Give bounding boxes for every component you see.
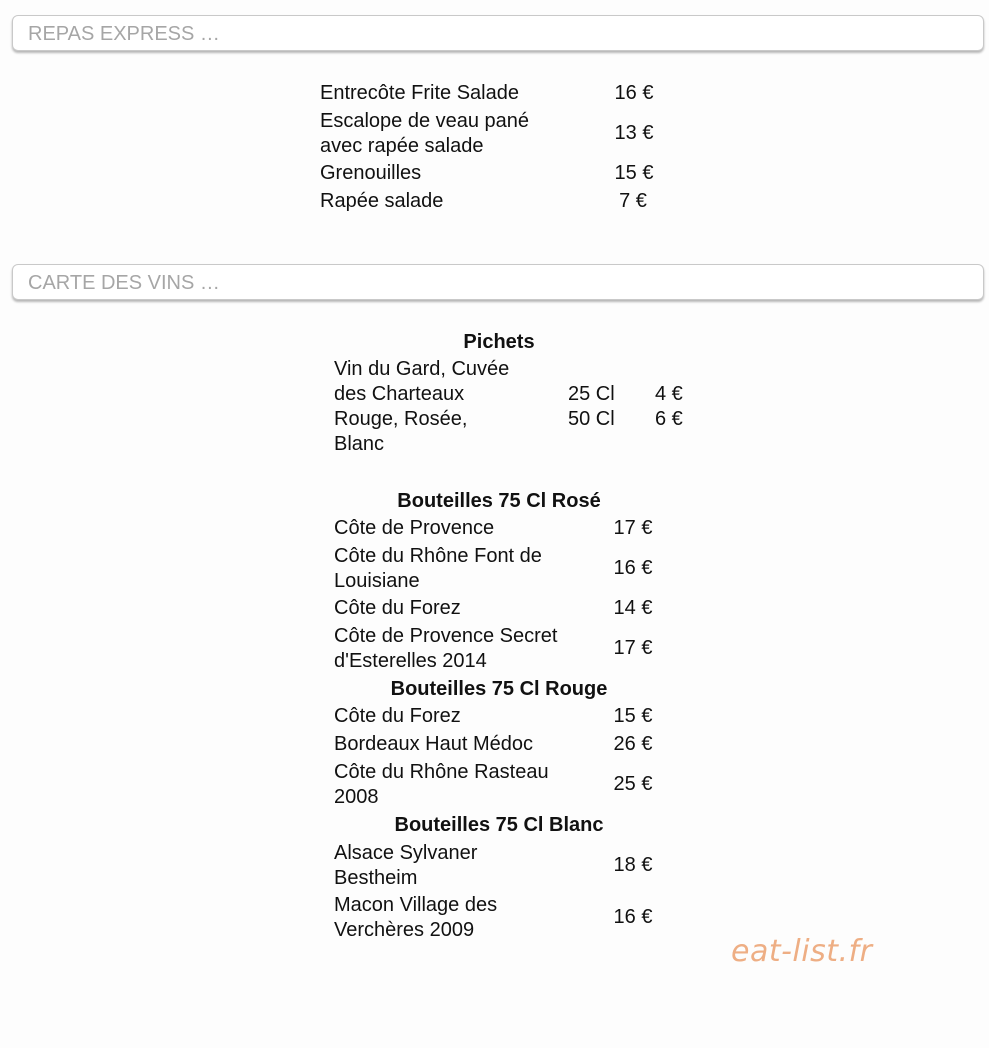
- menu-item-name: Rapée salade: [320, 190, 444, 212]
- pichet-price: 6 €: [655, 408, 683, 430]
- pichet-size: 25 Cl: [568, 383, 615, 405]
- wine-name: Côte du Rhône Font de Louisiane: [334, 545, 542, 592]
- menu-item-name: Escalope de veau pané avec rapée salade: [320, 110, 530, 157]
- menu-item-name: Grenouilles: [320, 162, 422, 184]
- wine-name: Côte du Forez: [334, 597, 461, 619]
- wine-price: 25 €: [613, 773, 653, 795]
- blanc-heading: Bouteilles 75 Cl Blanc: [394, 814, 604, 836]
- menu-item-price: 16 €: [614, 82, 654, 104]
- wine-price: 18 €: [613, 854, 653, 876]
- wine-name: Côte du Forez: [334, 705, 461, 727]
- section-header-repas-express[interactable]: REPAS EXPRESS …: [12, 15, 984, 51]
- wine-name: Alsace Sylvaner Bestheim: [334, 842, 478, 889]
- menu-item-price: 15 €: [614, 162, 654, 184]
- pichet-name-line: des Charteaux: [334, 383, 465, 405]
- rose-heading: Bouteilles 75 Cl Rosé: [397, 490, 601, 512]
- wine-name: Macon Village des Verchères 2009: [334, 894, 498, 941]
- wine-price: 17 €: [613, 517, 653, 539]
- rouge-heading: Bouteilles 75 Cl Rouge: [390, 678, 608, 700]
- wine-name: Bordeaux Haut Médoc: [334, 733, 534, 755]
- menu-item-price: 13 €: [614, 122, 654, 144]
- section-header-carte-des-vins[interactable]: CARTE DES VINS …: [12, 264, 984, 300]
- pichet-price: 4 €: [655, 383, 683, 405]
- wine-price: 15 €: [613, 705, 653, 727]
- menu-item-name: Entrecôte Frite Salade: [320, 82, 519, 104]
- wine-name: Côte de Provence Secret d'Esterelles 2014: [334, 625, 558, 672]
- wine-price: 17 €: [613, 637, 653, 659]
- pichet-name-line: Blanc: [334, 433, 385, 455]
- watermark-logo: eat-list.fr: [731, 934, 873, 969]
- pichets-heading: Pichets: [463, 331, 535, 353]
- wine-price: 16 €: [613, 906, 653, 928]
- wine-price: 14 €: [613, 597, 653, 619]
- wine-price: 26 €: [613, 733, 653, 755]
- pichet-name-line: Vin du Gard, Cuvée: [334, 358, 510, 380]
- wine-name: Côte du Rhône Rasteau 2008: [334, 761, 549, 808]
- pichet-size: 50 Cl: [568, 408, 615, 430]
- wine-name: Côte de Provence: [334, 517, 495, 539]
- wine-price: 16 €: [613, 557, 653, 579]
- pichet-name-line: Rouge, Rosée,: [334, 408, 468, 430]
- menu-item-price: 7 €: [619, 190, 647, 212]
